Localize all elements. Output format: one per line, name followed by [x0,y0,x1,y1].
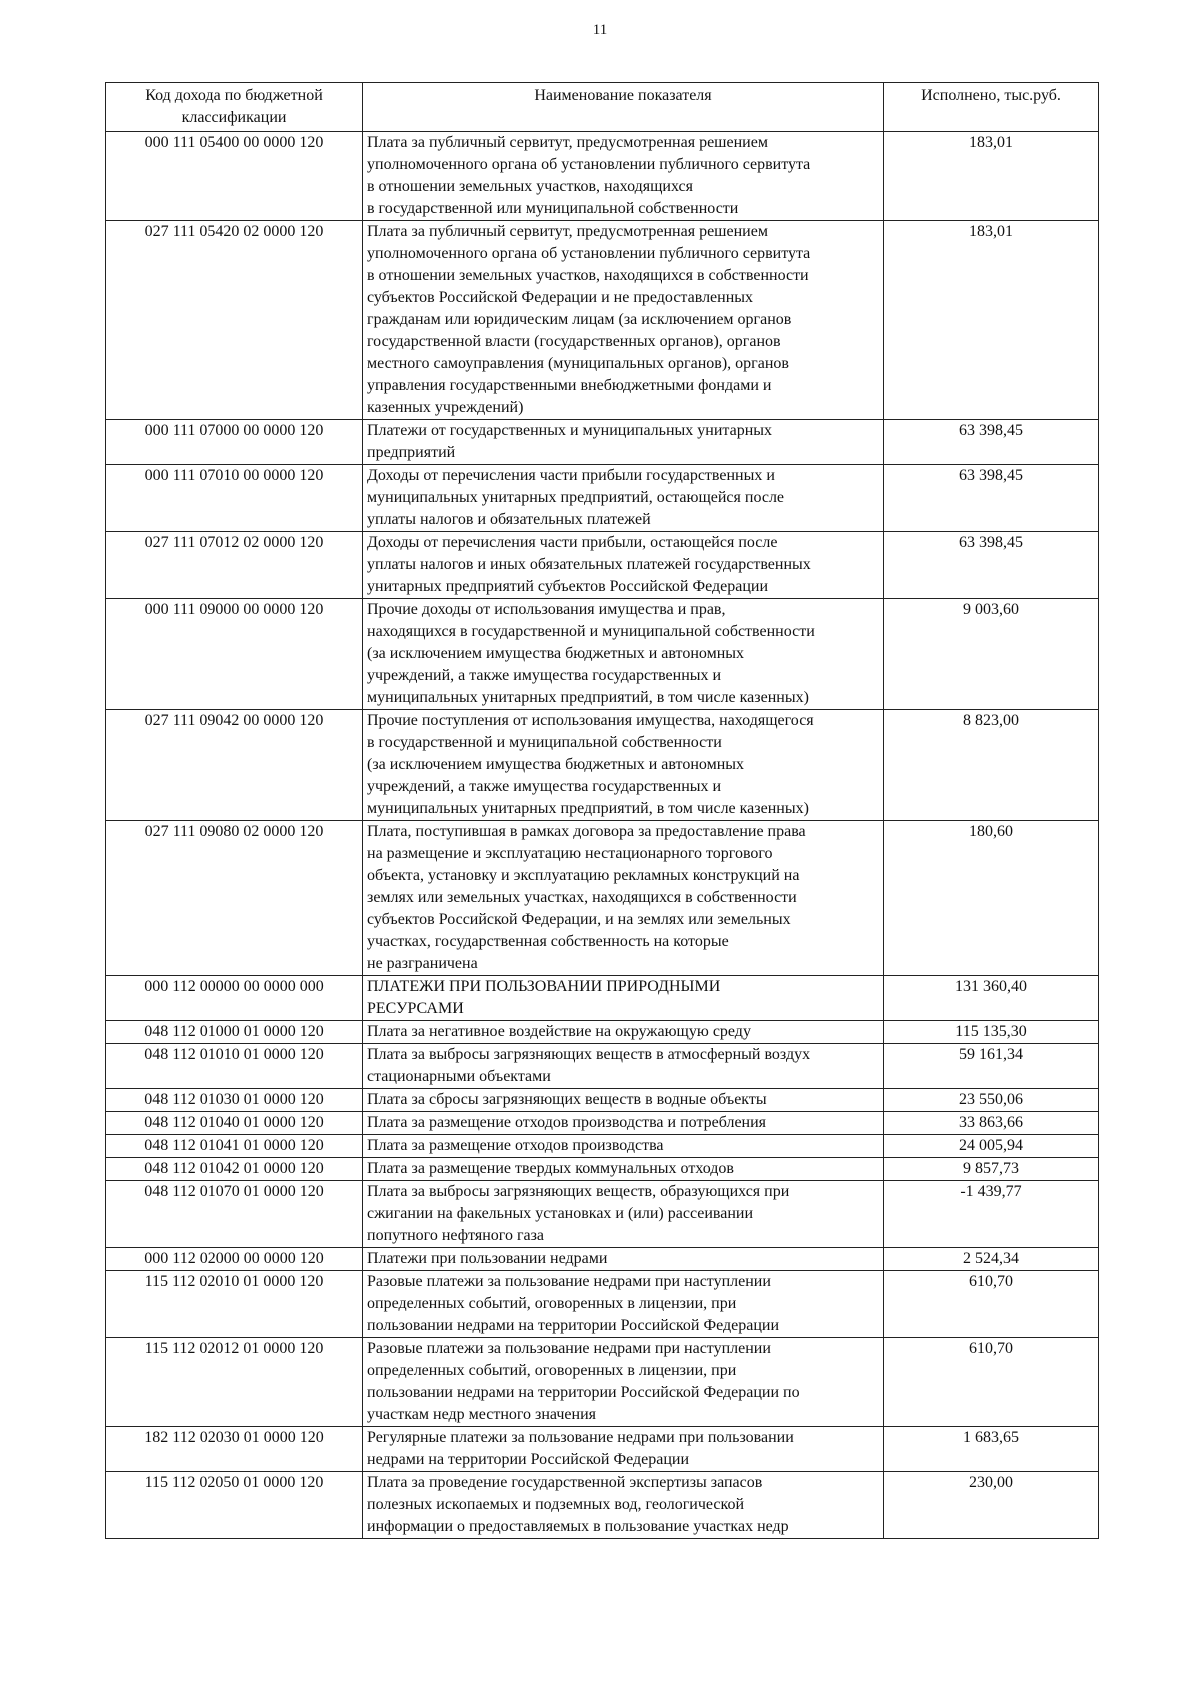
row-name-cell: Разовые платежи за пользование недрами при наступлении определенных событий, оговоренных в лицензии, при пользовании недрами на территории Российской Федерации по участкам недр местного значения [363,1338,884,1427]
row-value-cell: 115 135,30 [884,1021,1099,1044]
row-code-cell: 027 111 09042 00 0000 120 [106,710,363,821]
row-code-cell: 000 111 07000 00 0000 120 [106,420,363,465]
row-code-cell: 115 112 02012 01 0000 120 [106,1338,363,1427]
row-value-cell: 180,60 [884,821,1099,976]
row-value-cell: 24 005,94 [884,1135,1099,1158]
row-code-cell: 027 111 09080 02 0000 120 [106,821,363,976]
row-code-cell: 027 111 05420 02 0000 120 [106,221,363,420]
row-code-cell: 115 112 02010 01 0000 120 [106,1271,363,1338]
header-value: Исполнено, тыс.руб. [884,83,1099,132]
row-value-cell: 1 683,65 [884,1427,1099,1472]
table-row [106,221,1099,420]
row-value-cell: 610,70 [884,1271,1099,1338]
row-name-cell: ПЛАТЕЖИ ПРИ ПОЛЬЗОВАНИИ ПРИРОДНЫМИ РЕСУРСАМИ [363,976,884,1021]
row-value-cell: 9 857,73 [884,1158,1099,1181]
table-row [106,710,1099,821]
row-value-cell: 8 823,00 [884,710,1099,821]
budget-revenue-table [105,82,1099,1539]
row-value-cell: 33 863,66 [884,1112,1099,1135]
table-row [106,1338,1099,1427]
row-value-cell: -1 439,77 [884,1181,1099,1248]
row-code-cell: 048 112 01030 01 0000 120 [106,1089,363,1112]
table-row [106,1472,1099,1539]
table-row [106,1089,1099,1112]
header-code: Код дохода по бюджетной классификации [106,83,363,132]
row-code-cell: 048 112 01010 01 0000 120 [106,1044,363,1089]
row-value-cell: 183,01 [884,132,1099,221]
row-code-cell: 115 112 02050 01 0000 120 [106,1472,363,1539]
row-name-cell: Доходы от перечисления части прибыли государственных и муниципальных унитарных предприятий, остающейся после уплаты налогов и обязательных платежей [363,465,884,532]
row-code-cell: 000 111 07010 00 0000 120 [106,465,363,532]
table-row [106,1248,1099,1271]
row-code-cell: 048 112 01040 01 0000 120 [106,1112,363,1135]
table-row [106,976,1099,1021]
row-code-cell: 027 111 07012 02 0000 120 [106,532,363,599]
row-name-cell: Разовые платежи за пользование недрами при наступлении определенных событий, оговоренных в лицензии, при пользовании недрами на территории Российской Федерации [363,1271,884,1338]
row-name-cell: Регулярные платежи за пользование недрами при пользовании недрами на территории Российской Федерации [363,1427,884,1472]
row-code-cell: 048 112 01000 01 0000 120 [106,1021,363,1044]
row-name-cell: Плата за проведение государственной экспертизы запасов полезных ископаемых и подземных вод, геологической информации о предоставляемых в пользование участках недр [363,1472,884,1539]
table-row [106,132,1099,221]
row-name-cell: Плата за публичный сервитут, предусмотренная решением уполномоченного органа об установлении публичного сервитута в отношении земельных участков, находящихся в собственности субъектов Российской Федерации и не предоставленных гражданам или юридическим лицам (за исключением органов государственной власти (государственных органов), органов местного самоуправления (муниципальных органов), органов управления государственными внебюджетными фондами и казенных учреждений) [363,221,884,420]
row-value-cell: 59 161,34 [884,1044,1099,1089]
row-name-cell: Плата за размещение отходов производства [363,1135,884,1158]
row-code-cell: 048 112 01070 01 0000 120 [106,1181,363,1248]
row-name-cell: Плата за выбросы загрязняющих веществ, образующихся при сжигании на факельных установках и (или) рассеивании попутного нефтяного газа [363,1181,884,1248]
table-row [106,465,1099,532]
table-header-row [106,83,1099,132]
row-value-cell: 131 360,40 [884,976,1099,1021]
page-number: 11 [592,22,608,38]
row-name-cell: Плата за размещение отходов производства и потребления [363,1112,884,1135]
row-name-cell: Прочие поступления от использования имущества, находящегося в государственной и муниципальной собственности (за исключением имущества бюджетных и автономных учреждений, а также имущества государственных и муниципальных унитарных предприятий, в том числе казенных) [363,710,884,821]
row-name-cell: Плата за публичный сервитут, предусмотренная решением уполномоченного органа об установлении публичного сервитута в отношении земельных участков, находящихся в государственной или муниципальной собственности [363,132,884,221]
row-value-cell: 63 398,45 [884,465,1099,532]
table-row [106,1158,1099,1181]
row-name-cell: Плата за сбросы загрязняющих веществ в водные объекты [363,1089,884,1112]
row-value-cell: 610,70 [884,1338,1099,1427]
row-code-cell: 000 112 00000 00 0000 000 [106,976,363,1021]
row-value-cell: 9 003,60 [884,599,1099,710]
table-row [106,532,1099,599]
row-code-cell: 000 111 09000 00 0000 120 [106,599,363,710]
row-name-cell: Плата за выбросы загрязняющих веществ в атмосферный воздух стационарными объектами [363,1044,884,1089]
row-name-cell: Прочие доходы от использования имущества и прав, находящихся в государственной и муниципальной собственности (за исключением имущества бюджетных и автономных учреждений, а также имущества государственных и муниципальных унитарных предприятий, в том числе казенных) [363,599,884,710]
row-value-cell: 63 398,45 [884,532,1099,599]
row-code-cell: 048 112 01041 01 0000 120 [106,1135,363,1158]
row-name-cell: Доходы от перечисления части прибыли, остающейся после уплаты налогов и иных обязательных платежей государственных унитарных предприятий субъектов Российской Федерации [363,532,884,599]
table-row [106,1021,1099,1044]
row-name-cell: Плата за негативное воздействие на окружающую среду [363,1021,884,1044]
row-value-cell: 2 524,34 [884,1248,1099,1271]
row-name-cell: Платежи от государственных и муниципальных унитарных предприятий [363,420,884,465]
row-value-cell: 183,01 [884,221,1099,420]
table-row [106,1427,1099,1472]
row-value-cell: 63 398,45 [884,420,1099,465]
table-row [106,420,1099,465]
table-row [106,821,1099,976]
row-name-cell: Плата, поступившая в рамках договора за предоставление права на размещение и эксплуатацию нестационарного торгового объекта, установку и эксплуатацию рекламных конструкций на землях или земельных участках, находящихся в собственности субъектов Российской Федерации, и на землях или земельных участках, государственная собственность на которые не разграничена [363,821,884,976]
table-row [106,1135,1099,1158]
row-value-cell: 23 550,06 [884,1089,1099,1112]
row-value-cell: 230,00 [884,1472,1099,1539]
table-body [106,132,1099,1539]
table-row [106,599,1099,710]
row-name-cell: Платежи при пользовании недрами [363,1248,884,1271]
row-name-cell: Плата за размещение твердых коммунальных отходов [363,1158,884,1181]
row-code-cell: 182 112 02030 01 0000 120 [106,1427,363,1472]
table-row [106,1112,1099,1135]
row-code-cell: 000 112 02000 00 0000 120 [106,1248,363,1271]
table-row [106,1181,1099,1248]
table-row [106,1271,1099,1338]
header-name: Наименование показателя [363,83,884,132]
row-code-cell: 048 112 01042 01 0000 120 [106,1158,363,1181]
table-row [106,1044,1099,1089]
row-code-cell: 000 111 05400 00 0000 120 [106,132,363,221]
